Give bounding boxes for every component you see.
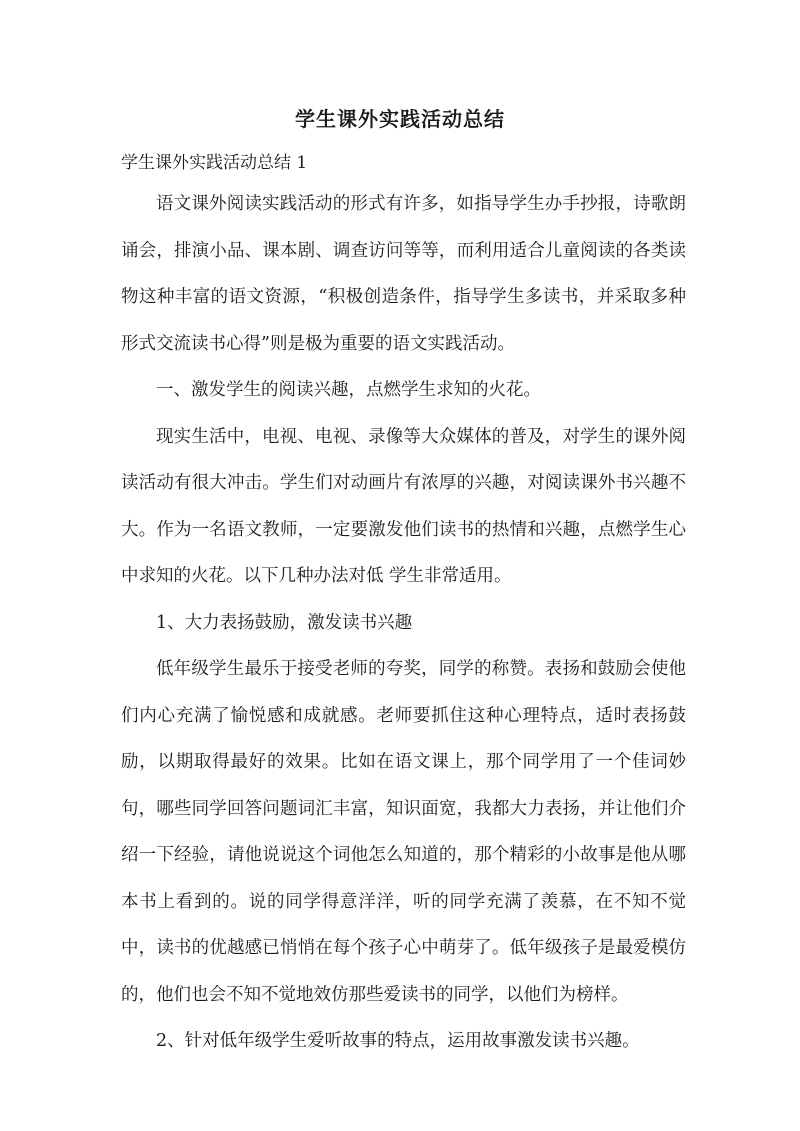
paragraph-media-impact: 现实生活中，电视、电视、录像等大众媒体的普及，对学生的课外阅读活动有很大冲击。学生们对动画片有浓厚的兴趣，对阅读课外书兴趣不大。作为一名语文教师，一定要激发他们读书的热情和兴趣，点燃学生心中求知的火花。以下几种办法对低 学生非常适用。: [121, 426, 686, 586]
document-body: [121, 145, 686, 1065]
paragraph-praise: 低年级学生最乐于接受老师的夸奖，同学的称赞。表扬和鼓励会使他们内心充满了愉悦感和成就感。老师要抓住这种心理特点，适时表扬鼓励，以期取得最好的效果。比如在语文课上，那个同学用了一个佳词妙句，哪些同学回答问题词汇丰富，知识面宽，我都大力表扬，并让他们介绍一下经验，请他说说这个词他怎么知道的，那个精彩的小故事是他从哪本书上看到的。说的同学得意洋洋，听的同学充满了羡慕，在不知不觉中，读书的优越感已悄悄在每个孩子心中萌芽了。低年级孩子是最爱模仿的，他们也会不知不觉地效仿那些爱读书的同学，以他们为榜样。: [121, 659, 686, 1005]
subheading-praise: 1、大力表扬鼓励，激发读书兴趣: [156, 612, 413, 633]
section-heading-1: 一、激发学生的阅读兴趣，点燃学生求知的火花。: [156, 380, 541, 400]
paragraph-intro: 语文课外阅读实践活动的形式有许多，如指导学生办手抄报，诗歌朗诵会，排演小品、课本剧、调查访问等等，而利用适合儿童阅读的各类读物这种丰富的语文资源，“积极创造条件，指导学生多读书，并采取多种形式交流读书心得”则是极为重要的语文实践活动。: [121, 194, 686, 354]
subheading-stories: 2、针对低年级学生爱听故事的特点，运用故事激发读书兴趣。: [156, 1031, 640, 1051]
section-subtitle: 学生课外实践活动总结 1: [121, 153, 308, 173]
document-title: 学生课外实践活动总结: [295, 107, 505, 131]
